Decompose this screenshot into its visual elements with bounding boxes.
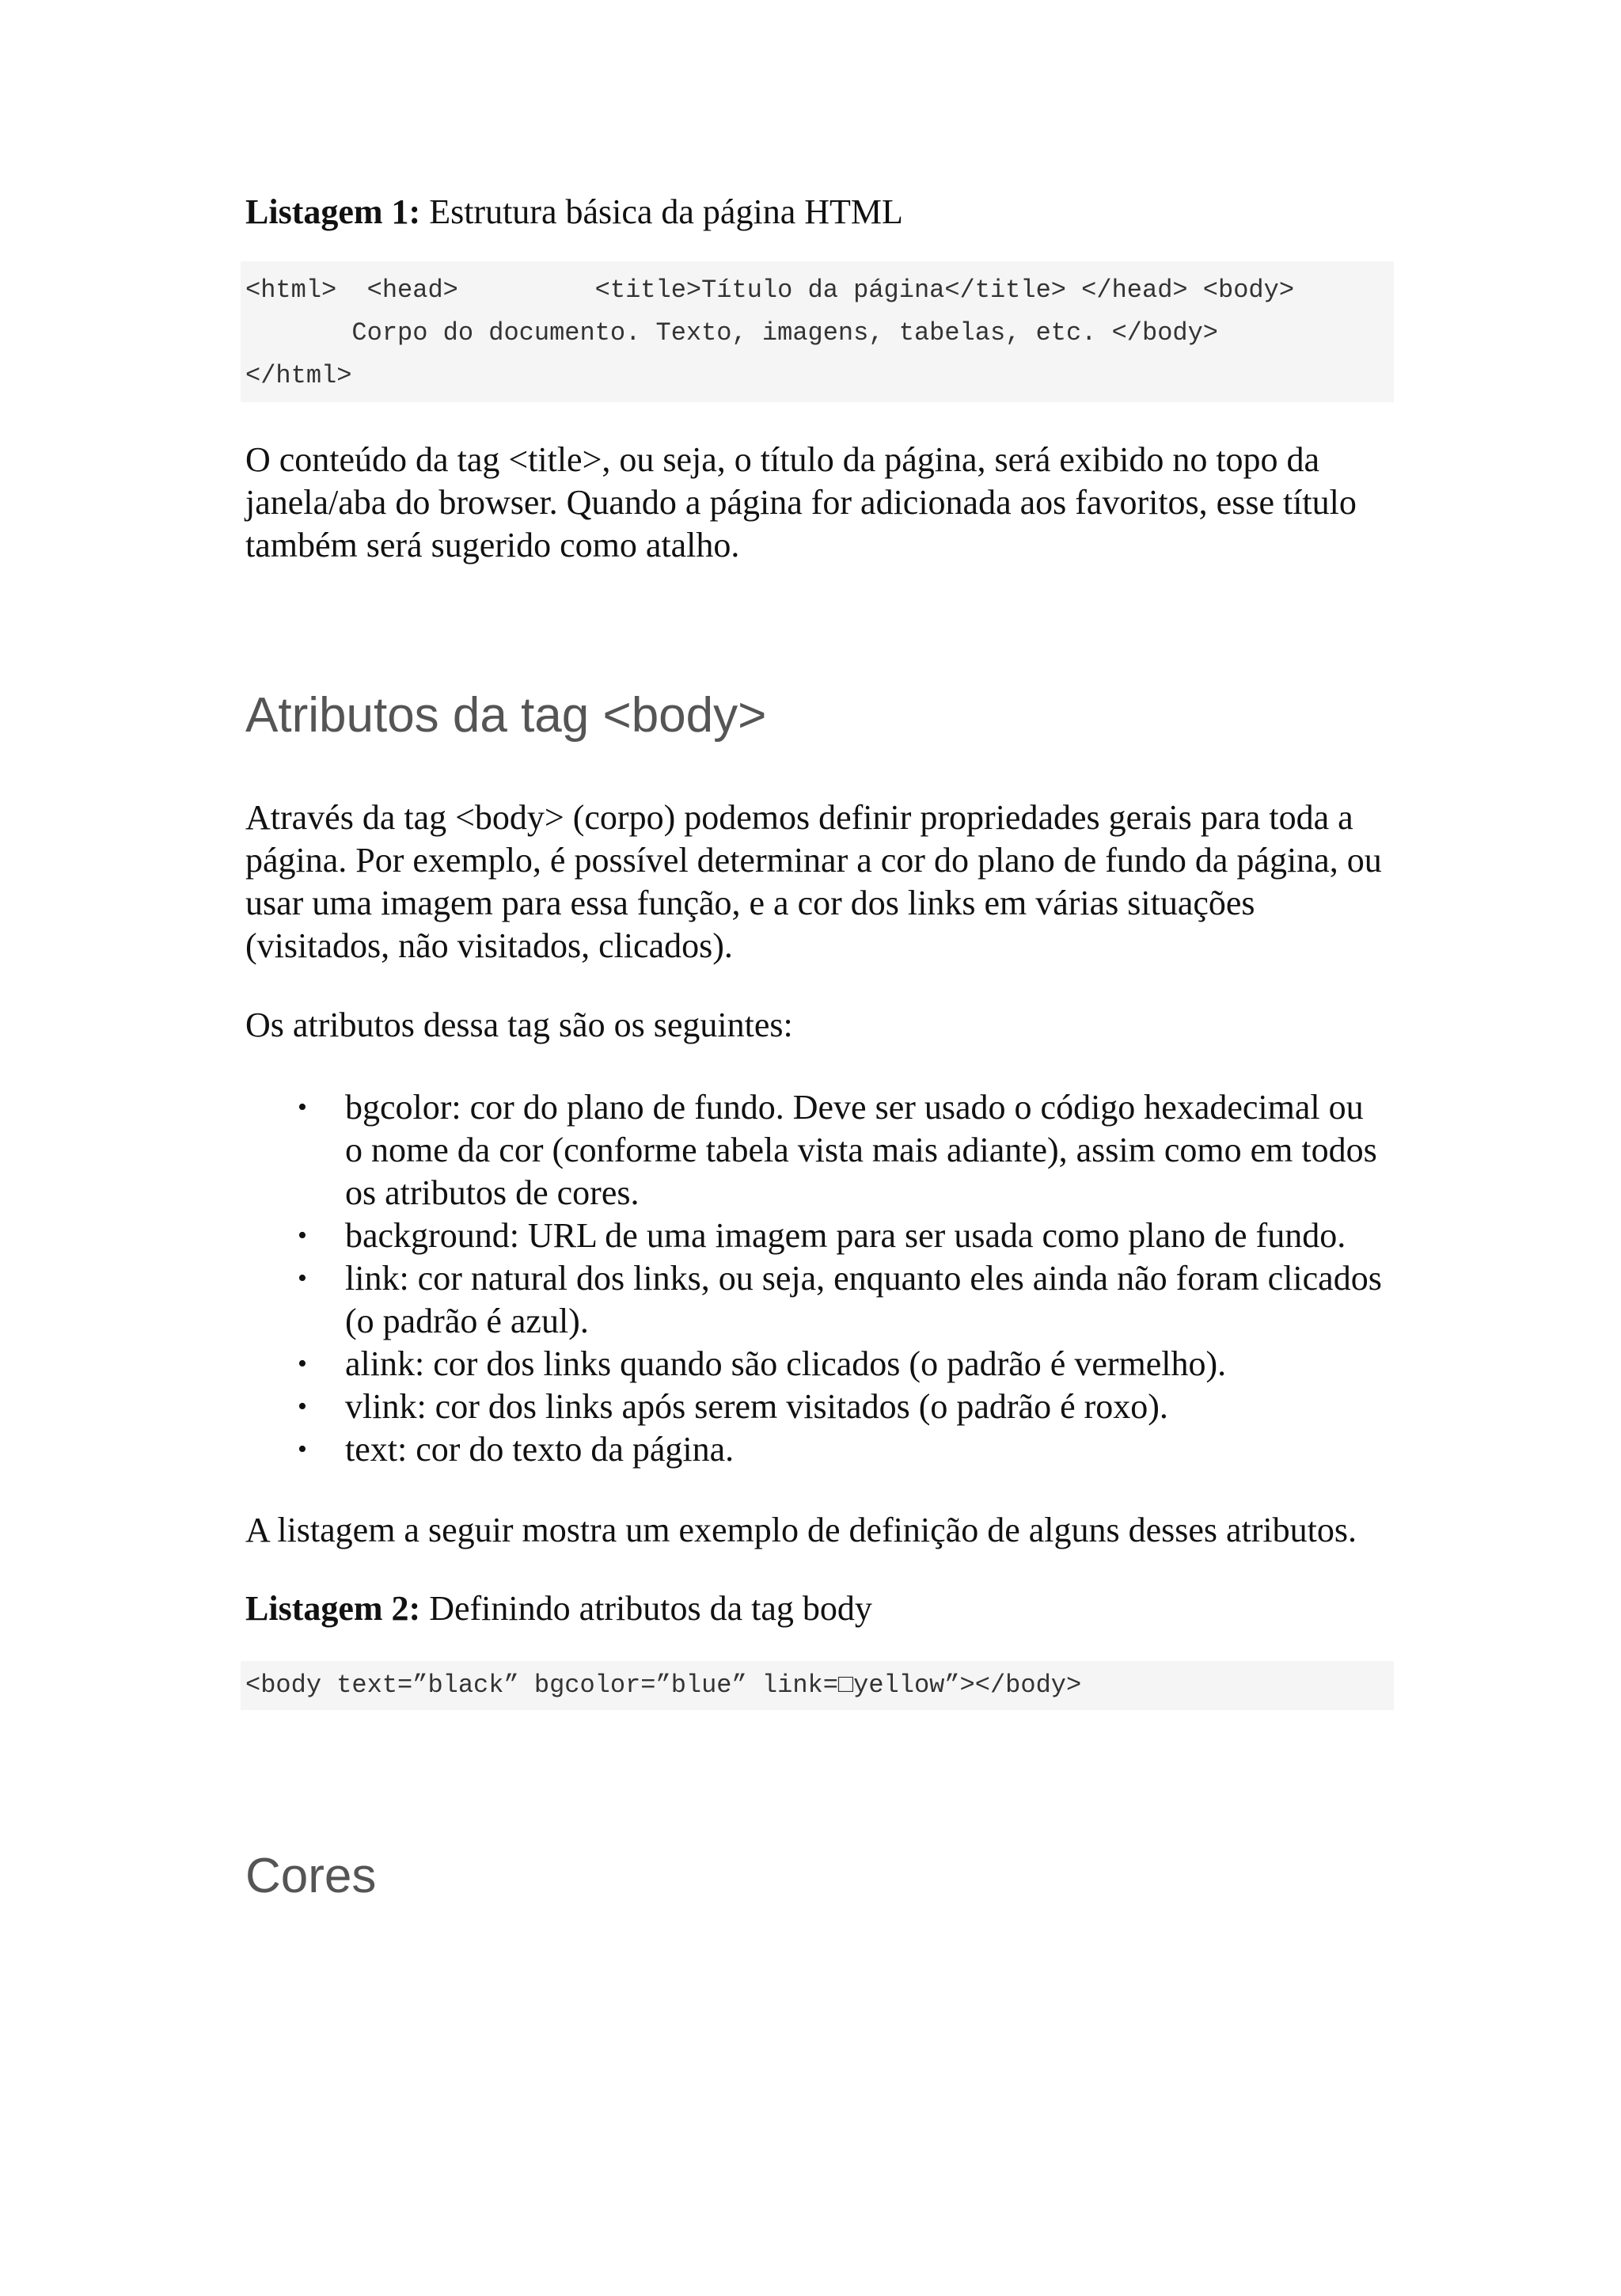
list-item (298, 1386, 1389, 1428)
list-item (298, 1428, 1389, 1471)
listing-1-caption (245, 190, 1389, 234)
bullet-icon: • (298, 1093, 307, 1122)
list-item (298, 1086, 1389, 1215)
bullet-icon: • (298, 1435, 307, 1464)
list-item-text: link: cor natural dos links, ou seja, enquanto eles ainda não foram clicados (o padrão é azul). (345, 1259, 1382, 1340)
bullet-icon: • (298, 1349, 307, 1378)
listing-1-label: Listagem 1: (245, 192, 421, 231)
listing-1-code: <html> <head> <title>Título da página</title> </head> <body> Corpo do documento. Texto, imagens, tabelas, etc. </body> </html> (241, 261, 1394, 402)
attributes-intro-paragraph: Os atributos dessa tag são os seguintes: (245, 1005, 793, 1044)
list-item-text: vlink: cor dos links após serem visitados (o padrão é roxo). (345, 1387, 1168, 1426)
list-item-text: text: cor do texto da página. (345, 1430, 735, 1469)
bullet-icon: • (298, 1221, 307, 1250)
listing-intro-paragraph: A listagem a seguir mostra um exemplo de definição de alguns desses atributos. (245, 1511, 1357, 1549)
bullet-icon: • (298, 1392, 307, 1421)
list-item (298, 1257, 1389, 1343)
document-page (245, 190, 1389, 1908)
list-item-text: background: URL de uma imagem para ser usada como plano de fundo. (345, 1216, 1346, 1255)
bullet-icon: • (298, 1264, 307, 1293)
list-item-text: alink: cor dos links quando são clicados (o padrão é vermelho). (345, 1344, 1227, 1383)
listing-2-caption (245, 1587, 1389, 1631)
list-item-text: bgcolor: cor do plano de fundo. Deve ser usado o código hexadecimal ou o nome da cor (conforme tabela vista mais adiante), assim como em todos os atributos de cores. (345, 1088, 1377, 1212)
listing-2-title: Definindo atributos da tag body (420, 1589, 872, 1628)
body-attributes-paragraph: Através da tag <body> (corpo) podemos definir propriedades gerais para toda a página. Por exemplo, é possível determinar a cor do plano de fundo da página, ou usar uma imagem para essa função, e a cor dos links em várias situações (visitados, não visitados, clicados). (245, 798, 1382, 965)
intro-paragraph: O conteúdo da tag <title>, ou seja, o título da página, será exibido no topo da janela/aba do browser. Quando a página for adicionada aos favoritos, esse título também será sugerido como atalho. (245, 440, 1357, 564)
list-item (298, 1215, 1389, 1257)
listing-1-title: Estrutura básica da página HTML (420, 192, 903, 231)
section-heading-colors: Cores (245, 1849, 377, 1903)
listing-2-label: Listagem 2: (245, 1589, 421, 1628)
list-item (298, 1343, 1389, 1386)
section-heading-body-attributes: Atributos da tag <body> (245, 688, 767, 743)
attributes-list (245, 1086, 1389, 1471)
listing-2-code: <body text=”black” bgcolor=”blue” link=□yellow”></body> (241, 1661, 1394, 1710)
